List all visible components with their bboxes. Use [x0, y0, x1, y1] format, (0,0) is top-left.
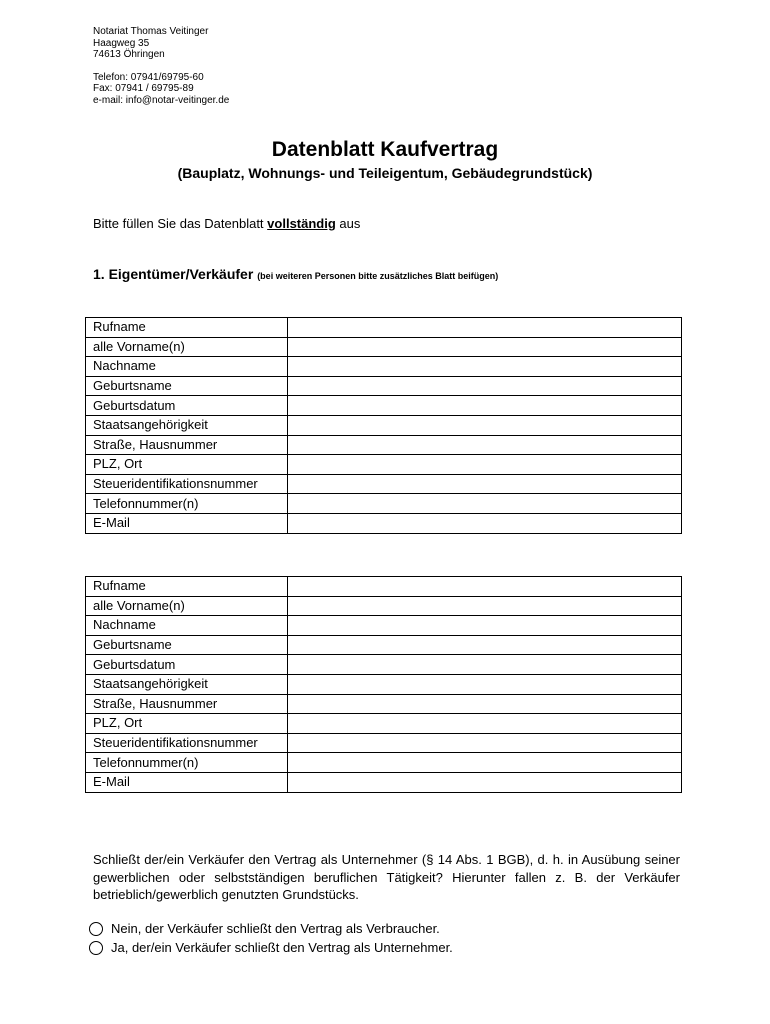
notary-fax: Fax: 07941 / 69795-89 — [93, 83, 194, 94]
table-row — [86, 455, 682, 475]
field-label: PLZ, Ort — [86, 455, 288, 475]
instruction-emphasis: vollständig — [267, 216, 336, 231]
field-label: E-Mail — [86, 772, 288, 792]
table-row — [86, 596, 682, 616]
field-label: Straße, Hausnummer — [86, 435, 288, 455]
field-input[interactable] — [288, 455, 682, 475]
notary-email: e-mail: info@notar-veitinger.de — [93, 94, 230, 106]
field-label: Geburtsname — [86, 376, 288, 396]
field-label: Nachname — [86, 357, 288, 377]
option-entrepreneur-label: Ja, der/ein Verkäufer schließt den Vertrag als Unternehmer. — [111, 940, 453, 955]
table-row — [86, 396, 682, 416]
field-label: E-Mail — [86, 513, 288, 533]
field-label: Rufname — [86, 577, 288, 597]
seller-status-options — [89, 919, 453, 957]
field-label: Geburtsname — [86, 635, 288, 655]
table-row — [86, 337, 682, 357]
section-heading-seller — [93, 266, 498, 282]
table-row — [86, 655, 682, 675]
table-row — [86, 494, 682, 514]
table-row — [86, 357, 682, 377]
field-input[interactable] — [288, 513, 682, 533]
field-label: PLZ, Ort — [86, 714, 288, 734]
field-input[interactable] — [288, 772, 682, 792]
field-label: Steueridentifikationsnummer — [86, 733, 288, 753]
field-input[interactable] — [288, 674, 682, 694]
field-label: Nachname — [86, 616, 288, 636]
table-row — [86, 714, 682, 734]
field-label: Telefonnummer(n) — [86, 753, 288, 773]
field-input[interactable] — [288, 474, 682, 494]
table-row — [86, 753, 682, 773]
letterhead — [93, 26, 229, 106]
field-input[interactable] — [288, 616, 682, 636]
field-label: Rufname — [86, 318, 288, 338]
radio-consumer[interactable] — [89, 922, 103, 936]
field-input[interactable] — [288, 357, 682, 377]
option-entrepreneur[interactable] — [89, 938, 453, 957]
field-label: alle Vorname(n) — [86, 596, 288, 616]
radio-entrepreneur[interactable] — [89, 941, 103, 955]
field-input[interactable] — [288, 635, 682, 655]
field-label: Steueridentifikationsnummer — [86, 474, 288, 494]
notary-street: Haagweg 35 — [93, 37, 150, 49]
field-input[interactable] — [288, 753, 682, 773]
table-row — [86, 415, 682, 435]
seller-table-1 — [85, 317, 682, 534]
table-row — [86, 513, 682, 533]
field-label: alle Vorname(n) — [86, 337, 288, 357]
table-row — [86, 733, 682, 753]
table-row — [86, 474, 682, 494]
field-label: Staatsangehörigkeit — [86, 674, 288, 694]
fill-instruction — [93, 216, 360, 231]
field-label: Staatsangehörigkeit — [86, 415, 288, 435]
field-input[interactable] — [288, 396, 682, 416]
field-input[interactable] — [288, 577, 682, 597]
field-label: Straße, Hausnummer — [86, 694, 288, 714]
option-consumer-label: Nein, der Verkäufer schließt den Vertrag als Verbraucher. — [111, 921, 440, 936]
field-label: Geburtsdatum — [86, 655, 288, 675]
instruction-prefix: Bitte füllen Sie das Datenblatt — [93, 216, 268, 231]
instruction-suffix: aus — [335, 216, 361, 231]
table-row — [86, 616, 682, 636]
field-input[interactable] — [288, 714, 682, 734]
table-row — [86, 694, 682, 714]
table-row — [86, 635, 682, 655]
table-row — [86, 674, 682, 694]
document-subtitle: (Bauplatz, Wohnungs- und Teileigentum, Gebäudegrundstück) — [177, 165, 593, 181]
field-input[interactable] — [288, 415, 682, 435]
table-row — [86, 376, 682, 396]
table-row — [86, 435, 682, 455]
seller-table-2 — [85, 576, 682, 793]
notary-name: Notariat Thomas Veitinger — [93, 26, 209, 37]
field-input[interactable] — [288, 318, 682, 338]
field-input[interactable] — [288, 596, 682, 616]
table-row — [86, 772, 682, 792]
field-input[interactable] — [288, 733, 682, 753]
section-heading-text: 1. Eigentümer/Verkäufer — [93, 266, 254, 282]
field-input[interactable] — [288, 494, 682, 514]
table-row — [86, 577, 682, 597]
option-consumer[interactable] — [89, 919, 453, 938]
notary-phone: Telefon: 07941/69795-60 — [93, 71, 204, 83]
entrepreneur-question: Schließt der/ein Verkäufer den Vertrag als Unternehmer (§ 14 Abs. 1 BGB), d. h. in Ausübung seiner gewerblichen oder selbstständigen beruflichen Tätigkeit? Hierunter fallen z. B. der Verkäufer betrieblich/gewerblich genutzten Grundstücks. — [93, 852, 680, 902]
field-input[interactable] — [288, 435, 682, 455]
notary-city: 74613 Öhringen — [93, 49, 165, 60]
field-input[interactable] — [288, 655, 682, 675]
document-title: Datenblatt Kaufvertrag — [271, 138, 499, 161]
section-heading-note: (bei weiteren Personen bitte zusätzliches Blatt beifügen) — [257, 271, 499, 281]
field-label: Geburtsdatum — [86, 396, 288, 416]
field-input[interactable] — [288, 694, 682, 714]
field-input[interactable] — [288, 337, 682, 357]
field-input[interactable] — [288, 376, 682, 396]
table-row — [86, 318, 682, 338]
field-label: Telefonnummer(n) — [86, 494, 288, 514]
